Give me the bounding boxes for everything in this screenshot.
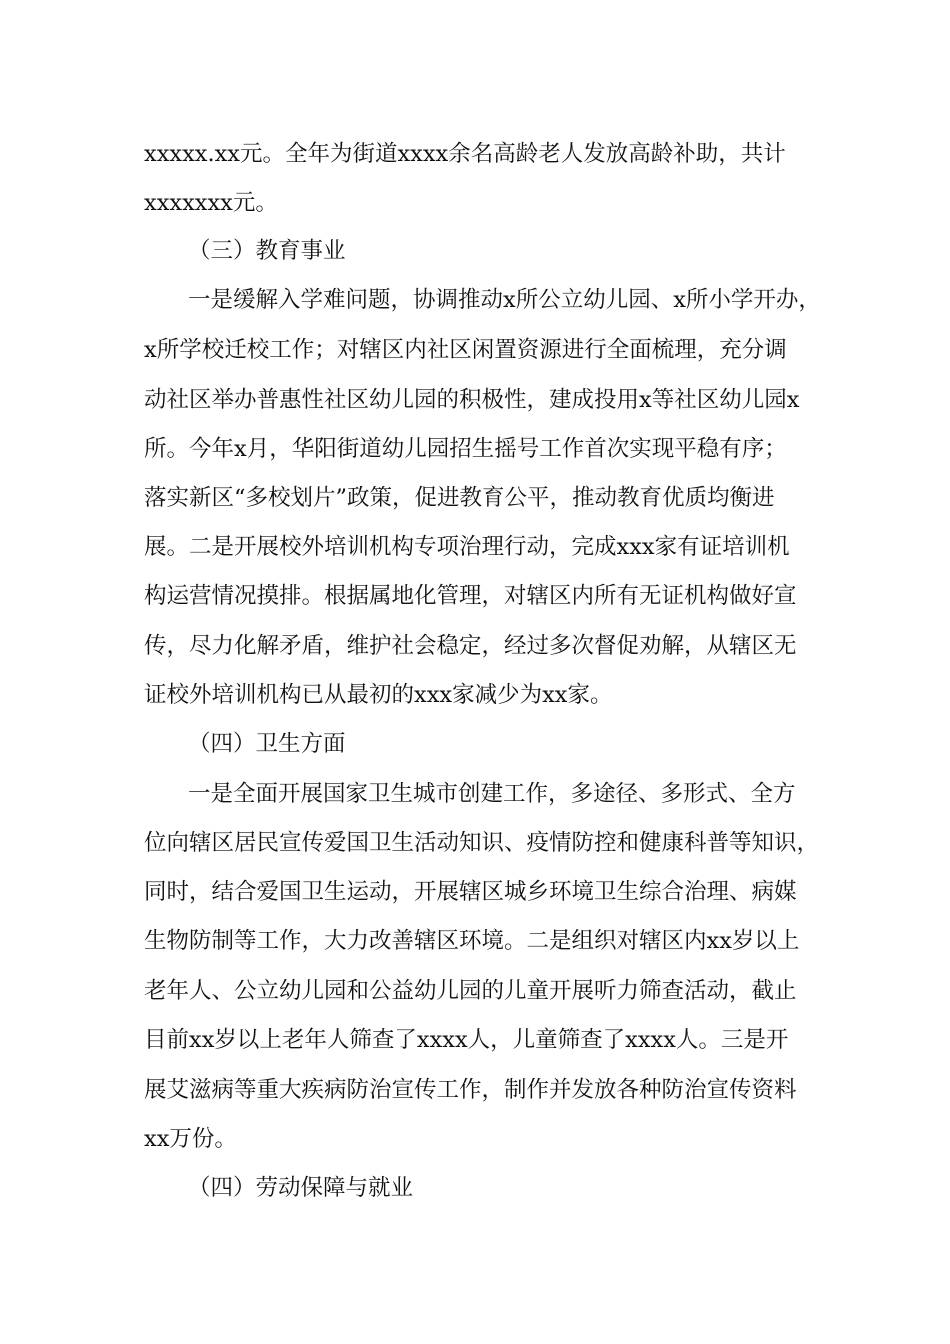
text-line: 目前xx岁以上老年人筛查了xxxx人，儿童筛查了xxxx人。三是开 bbox=[144, 1027, 789, 1053]
text-line: 展。二是开展校外培训机构专项治理行动，完成xxx家有证培训机 bbox=[144, 534, 790, 560]
text-line: 传，尽力化解矛盾，维护社会稳定，经过多次督促劝解，从辖区无 bbox=[144, 633, 797, 659]
text-line: xxxxxxx元。 bbox=[144, 190, 278, 216]
text-line: 证校外培训机构已从最初的xxx家减少为xx家。 bbox=[144, 682, 613, 708]
text-line: 动社区举办普惠性社区幼儿园的积极性，建成投用x等社区幼儿园x bbox=[144, 387, 800, 413]
text-line: 构运营情况摸排。根据属地化管理，对辖区内所有无证机构做好宣 bbox=[144, 583, 797, 609]
section-heading-education: （三）教育事业 bbox=[188, 238, 346, 264]
section-heading-health: （四）卫生方面 bbox=[188, 731, 346, 757]
text-line: 所。今年x月，华阳街道幼儿园招生摇号工作首次实现平稳有序； bbox=[144, 436, 787, 462]
text-line: 老年人、公立幼儿园和公益幼儿园的儿童开展听力筛查活动，截止 bbox=[144, 978, 797, 1004]
section-heading-labor: （四）劳动保障与就业 bbox=[188, 1175, 414, 1201]
text-line: 同时，结合爱国卫生运动，开展辖区城乡环境卫生综合治理、病媒 bbox=[144, 879, 797, 905]
text-line: xxxxx.xx元。全年为街道xxxx余名高龄老人发放高龄补助，共计 bbox=[144, 141, 786, 167]
text-line: 落实新区“多校划片”政策，促进教育公平，推动教育优质均衡进 bbox=[144, 485, 775, 511]
text-line: 一是缓解入学难问题，协调推动x所公立幼儿园、x所小学开办， bbox=[188, 287, 821, 313]
text-line: 生物防制等工作，大力改善辖区环境。二是组织对辖区内xx岁以上 bbox=[144, 928, 800, 954]
text-line: 位向辖区居民宣传爱国卫生活动知识、疫情防控和健康科普等知识， bbox=[144, 830, 820, 856]
text-line: xx万份。 bbox=[144, 1126, 237, 1152]
text-line: 展艾滋病等重大疾病防治宣传工作，制作并发放各种防治宣传资料 bbox=[144, 1077, 797, 1103]
text-line: 一是全面开展国家卫生城市创建工作，多途径、多形式、全方 bbox=[188, 781, 796, 807]
text-line: x所学校迁校工作；对辖区内社区闲置资源进行全面梳理，充分调 bbox=[144, 337, 787, 363]
